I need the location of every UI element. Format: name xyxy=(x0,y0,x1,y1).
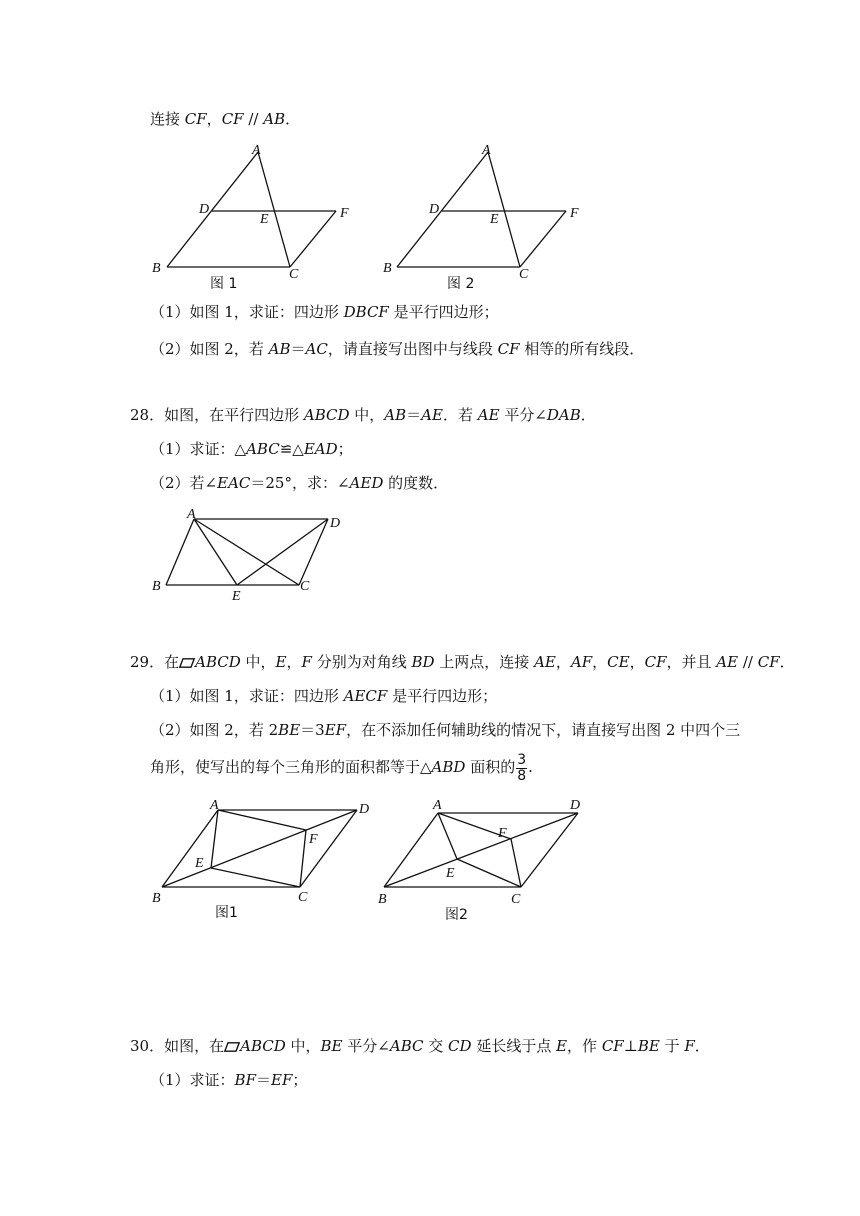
p29-figure-1 xyxy=(150,795,370,935)
p29f2-label-f: F xyxy=(498,826,507,841)
p29f2-label-e: E xyxy=(446,866,455,881)
p28-heading: 28．如图，在平行四边形 ABCD 中，AB＝AE．若 AE 平分∠DAB． xyxy=(130,406,596,424)
p27f1-caption: 图 1 xyxy=(210,276,238,292)
p28-sub-2: （2）若∠EAC＝25°，求：∠AED 的度数． xyxy=(150,474,449,492)
p28-sub-1: （1）求证：△ABC≌△EAD； xyxy=(150,440,353,458)
p28-label-b: B xyxy=(152,579,161,594)
p28-label-d: D xyxy=(330,516,341,531)
fraction-three-eighths: $\frac{3}{8}$ xyxy=(517,751,527,784)
p29f2-label-b: B xyxy=(378,892,387,907)
p29-sub-1: （1）如图 1，求证：四边形 AECF 是平行四边形； xyxy=(150,687,498,705)
p29f2-label-d: D xyxy=(570,798,581,813)
p27f1-label-c: C xyxy=(289,267,299,282)
p27-sub-2: （2）如图 2，若 AB＝AC，请直接写出图中与线段 CF 相等的所有线段． xyxy=(150,340,645,358)
p29-sub-2-cont: 角形，使写出的每个三角形的面积都等于△ABD 面积的 $\frac{3}{8}$ . xyxy=(150,751,533,784)
parallelogram-symbol-icon xyxy=(224,1042,240,1052)
p27-figure-1 xyxy=(150,140,370,295)
p27f2-label-b: B xyxy=(383,261,392,276)
p30-sub-1: （1）求证：BF＝EF； xyxy=(150,1071,308,1089)
p27f2-label-f: F xyxy=(570,206,579,221)
intro-line: 连接 CF，CF // AB． xyxy=(150,110,301,128)
p29-sub-2: （2）如图 2，若 2BE＝3EF，在不添加任何辅助线的情况下，请直接写出图 2 中四个三 xyxy=(150,721,741,739)
p27f1-label-b: B xyxy=(152,261,161,276)
p28-label-c: C xyxy=(300,579,310,594)
p29f1-label-e: E xyxy=(195,856,204,871)
p29f2-label-c: C xyxy=(511,892,521,907)
p27f2-caption: 图 2 xyxy=(447,276,475,292)
p27f1-label-d: D xyxy=(199,202,210,217)
p29f1-label-f: F xyxy=(309,832,318,847)
p27f2-label-c: C xyxy=(519,267,529,282)
p29-figure-2 xyxy=(375,795,595,935)
p29f1-label-c: C xyxy=(298,890,308,905)
p29f1-label-d: D xyxy=(359,802,370,817)
p29f1-caption: 图1 xyxy=(215,905,238,921)
p28-label-a: A xyxy=(187,507,196,522)
p29f1-label-b: B xyxy=(152,891,161,906)
parallelogram-symbol-icon xyxy=(179,658,195,668)
p27f1-label-e: E xyxy=(260,212,269,227)
p27f2-label-e: E xyxy=(490,212,499,227)
p29f2-label-a: A xyxy=(433,798,442,813)
p27f2-label-a: A xyxy=(482,143,491,158)
p28-label-e: E xyxy=(232,589,241,604)
p27f2-label-d: D xyxy=(429,202,440,217)
p27f1-label-a: A xyxy=(252,143,261,158)
p29f1-label-a: A xyxy=(210,798,219,813)
p28-figure xyxy=(150,505,360,605)
p29f2-caption: 图2 xyxy=(445,907,468,923)
p29-heading: 29．在 ABCD 中，E，F 分别为对角线 BD 上两点，连接 AE，AF，CE，CF，并且 AE // CF． xyxy=(130,653,795,671)
p27f1-label-f: F xyxy=(340,206,349,221)
p27-sub-1: （1）如图 1，求证：四边形 DBCF 是平行四边形； xyxy=(150,303,499,321)
p27-figure-2 xyxy=(380,140,600,295)
p30-heading: 30．如图，在 ABCD 中，BE 平分∠ABC 交 CD 延长线于点 E，作 CF⊥BE 于 F． xyxy=(130,1037,710,1055)
